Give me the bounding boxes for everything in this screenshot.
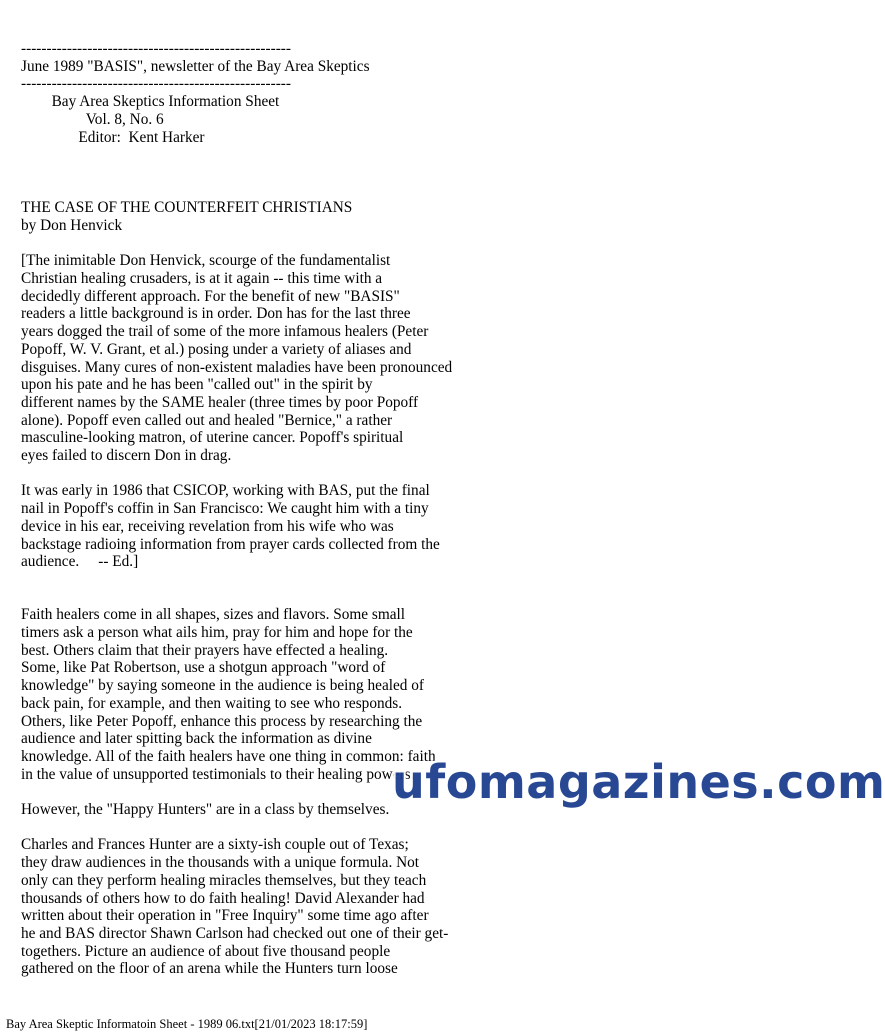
text-line: back pain, for example, and then waiting to see who responds. (21, 694, 403, 712)
spacer (21, 589, 781, 607)
editor-line: Editor: Kent Harker (21, 128, 205, 146)
text-line: different names by the SAME healer (three times by poor Popoff (21, 393, 419, 411)
text-line: best. Others claim that their prayers have effected a healing. (21, 641, 389, 659)
text-line: disguises. Many cures of non-existent maladies have been pronounced (21, 358, 453, 376)
newsletter-line: June 1989 "BASIS", newsletter of the Bay Area Skeptics (21, 57, 370, 75)
spacer (21, 235, 781, 253)
text-line: they draw audiences in the thousands with a unique formula. Not (21, 854, 420, 872)
text-line: audience and later spitting back the information as divine (21, 730, 372, 748)
spacer (21, 465, 781, 483)
text-line: device in his ear, receiving revelation from his wife who was (21, 517, 394, 535)
text-line: Some, like Pat Robertson, use a shotgun approach "word of (21, 659, 386, 677)
text-line: he and BAS director Shawn Carlson had checked out one of their get- (21, 924, 449, 942)
sheet-title: Bay Area Skeptics Information Sheet (21, 93, 280, 111)
document-body (21, 40, 781, 978)
text-line: upon his pate and he has been "called out" in the spirit by (21, 376, 373, 394)
text-line: togethers. Picture an audience of about five thousand people (21, 942, 391, 960)
text-line: Christian healing crusaders, is at it again -- this time with a (21, 270, 383, 288)
text-line: thousands of others how to do faith healing! David Alexander had (21, 889, 425, 907)
text-line: [The inimitable Don Henvick, scourge of the fundamentalist (21, 252, 391, 270)
text-line: Charles and Frances Hunter are a sixty-ish couple out of Texas; (21, 836, 409, 854)
footer-file-info: Bay Area Skeptic Informatoin Sheet - 1989 06.txt[21/01/2023 18:17:59] (6, 1017, 368, 1031)
text-line: knowledge. All of the faith healers have one thing in common: faith (21, 747, 436, 765)
text-line: However, the "Happy Hunters" are in a class by themselves. (21, 801, 390, 819)
body-paragraph-3 (21, 836, 781, 978)
header-rule-bottom: ----------------------------------------------------- (21, 75, 291, 93)
text-line: Faith healers come in all shapes, sizes and flavors. Some small (21, 606, 406, 624)
text-line: only can they perform healing miracles themselves, but they teach (21, 871, 427, 889)
text-line: eyes failed to discern Don in drag. (21, 447, 232, 465)
spacer (21, 571, 781, 589)
text-line: knowledge" by saying someone in the audience is being healed of (21, 677, 424, 695)
text-line: Others, like Peter Popoff, enhance this process by researching the (21, 712, 423, 730)
intro-paragraph (21, 252, 781, 464)
editor-note-paragraph (21, 482, 781, 571)
text-line: timers ask a person what ails him, pray for him and hope for the (21, 624, 413, 642)
header-rule-top: ----------------------------------------------------- (21, 40, 291, 57)
text-line: alone). Popoff even called out and healed "Bernice," a rather (21, 411, 393, 429)
text-line: written about their operation in "Free Inquiry" some time ago after (21, 907, 429, 925)
volume-line: Vol. 8, No. 6 (21, 110, 164, 128)
watermark-logo: ufomagazines.com (392, 755, 885, 809)
article-byline: by Don Henvick (21, 216, 123, 234)
text-line: decidedly different approach. For the benefit of new "BASIS" (21, 287, 400, 305)
text-line: Popoff, W. V. Grant, et al.) posing under a variety of aliases and (21, 340, 412, 358)
text-line: readers a little background is in order. Don has for the last three (21, 305, 411, 323)
text-line: backstage radioing information from prayer cards collected from the (21, 535, 440, 553)
text-line: audience. -- Ed.] (21, 553, 139, 571)
text-line: masculine-looking matron, of uterine cancer. Popoff's spiritual (21, 429, 404, 447)
spacer (21, 146, 781, 199)
text-line: years dogged the trail of some of the more infamous healers (Peter (21, 323, 429, 341)
text-line: in the value of unsupported testimonials to their healing powers. (21, 765, 415, 783)
text-line: It was early in 1986 that CSICOP, working with BAS, put the final (21, 482, 430, 500)
article-title: THE CASE OF THE COUNTERFEIT CHRISTIANS (21, 199, 353, 217)
text-line: nail in Popoff's coffin in San Francisco: We caught him with a tiny (21, 500, 429, 518)
spacer (21, 819, 781, 837)
text-line: gathered on the floor of an arena while the Hunters turn loose (21, 960, 398, 978)
